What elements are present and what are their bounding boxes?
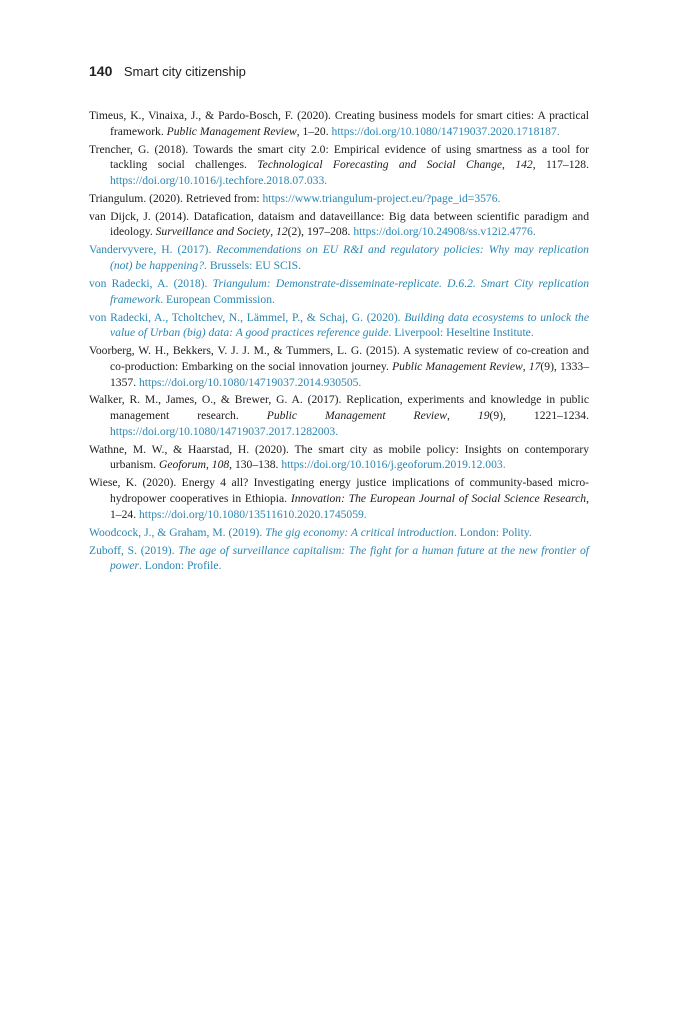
page-number: 140 — [89, 63, 113, 79]
reference-authors: van Dijck, J. (2014). — [89, 209, 190, 223]
reference-source: Innovation: The European Journal of Social Science Research — [290, 492, 587, 506]
reference-details: (2), 197–208. — [287, 225, 351, 239]
reference-volume: 12 — [276, 225, 288, 239]
reference-title: Towards the smart city 2.0: Empirical evidence of using smartness as a tool for tackling social challenges. — [110, 142, 589, 172]
reference-authors: Walker, R. M., James, O., & Brewer, G. A. (2017). — [89, 393, 342, 407]
reference-entry-linked[interactable] — [89, 543, 589, 574]
reference-details: (9), 1221–1234. — [489, 409, 590, 423]
reference-details: (9), 1333–1357. — [110, 359, 589, 389]
running-title: Smart city citizenship — [123, 64, 246, 79]
reference-authors: Woodcock, J., & Graham, M. (2019). — [89, 525, 263, 539]
reference-source: Technological Forecasting and Social Change — [257, 158, 503, 172]
reference-doi-link[interactable]: https://doi.org/10.1016/j.geoforum.2019.12.003. — [281, 458, 506, 472]
reference-title: Recommendations on EU R&I and regulatory policies: Why may replication (not) be happening? — [110, 243, 589, 273]
reference-details: , 1–24. — [110, 492, 589, 521]
reference-publisher: . Brussels: EU SCIS. — [204, 259, 301, 273]
reference-title: Retrieved from: — [185, 191, 260, 205]
reference-authors: von Radecki, A. (2018). — [89, 276, 208, 290]
reference-authors: Vandervyvere, H. (2017). — [89, 243, 212, 257]
reference-authors: Trencher, G. (2018). — [89, 142, 189, 156]
reference-entry-linked[interactable] — [89, 525, 589, 541]
reference-title: The age of surveillance capitalism: The fight for a human future at the new frontier of power — [110, 543, 589, 573]
reference-publisher: . Liverpool: Heseltine Institute. — [388, 326, 534, 340]
reference-volume: 108 — [211, 458, 230, 472]
reference-url-link[interactable]: https://www.triangulum-project.eu/?page_id=3576. — [262, 191, 501, 205]
reference-source: Geoforum — [158, 458, 206, 472]
reference-entry: Trencher, G. (2018). Towards the smart city 2.0: Empirical evidence of using smartness as a tool for tackling social challenges. Technological Forecasting and Social Change, 142, 117–128. https://doi.org/10.1016/j.techfore.2018.07.033. — [89, 142, 589, 187]
reference-title: Datafication, dataism and dataveillance: Big data between scientific paradigm and ideology. — [110, 209, 590, 239]
reference-entry: Walker, R. M., James, O., & Brewer, G. A. (2017). Replication, experiments and knowledge in public management research. Public Management Review, 19(9), 1221–1234. https://doi.org/10.1080/14719037.2017.1282003. — [89, 393, 590, 438]
reference-doi-link[interactable]: https://doi.org/10.1080/13511610.2020.1745059. — [139, 507, 367, 521]
reference-publisher: . London: Polity. — [453, 525, 532, 539]
reference-title: The smart city as mobile policy: Insights on contemporary urbanism. — [110, 442, 589, 472]
reference-title: Energy 4 all? Investigating energy justice implications of community-based micro-hydropower cooperatives in Ethiopia. — [110, 476, 590, 506]
reference-details: , 117–128. — [532, 158, 589, 172]
reference-authors: Voorberg, W. H., Bekkers, V. J. J. M., & Tummers, L. G. (2015). — [89, 344, 400, 358]
reference-authors: Timeus, K., Vinaixa, J., & Pardo-Bosch, F. (2020). — [89, 109, 331, 122]
reference-volume: 17 — [528, 359, 541, 373]
reference-authors: Triangulum. (2020). — [89, 191, 183, 205]
reference-source: Public Management Review — [166, 124, 297, 138]
reference-entry-linked[interactable] — [89, 310, 589, 341]
reference-title: Building data ecosystems to unlock the value of Urban (big) data: A good practices reference guide — [110, 310, 589, 340]
reference-doi-link[interactable]: https://doi.org/10.1080/14719037.2017.1282003. — [110, 424, 339, 438]
reference-title: Creating business models for smart cities: A practical framework. — [110, 109, 589, 138]
reference-title: Replication, experiments and knowledge in public management research. — [110, 393, 590, 423]
reference-authors: von Radecki, A., Tcholtchev, N., Lämmel, P., & Schaj, G. (2020). — [89, 310, 401, 324]
reference-entry — [89, 191, 589, 207]
reference-entry — [89, 475, 589, 522]
reference-publisher: . London: Profile. — [138, 559, 222, 573]
reference-title: Triangulum: Demonstrate-disseminate-replicate. D.6.2. Smart City replication framework — [110, 276, 589, 306]
reference-entry-linked[interactable] — [89, 242, 589, 273]
reference-source: Surveillance and Society — [155, 225, 271, 239]
reference-entry: van Dijck, J. (2014). Datafication, dataism and dataveillance: Big data between scientific paradigm and ideology. Surveillance and Society, 12(2), 197–208. https://doi.org/10.24908/ss.v12i2.4776. — [89, 209, 590, 239]
reference-volume: 142 — [515, 158, 533, 172]
reference-authors: Wiese, K. (2020). — [89, 476, 177, 490]
reference-authors: Wathne, M. W., & Haarstad, H. (2020). — [89, 442, 289, 456]
reference-list — [89, 108, 589, 576]
reference-authors: Zuboff, S. (2019). — [89, 543, 175, 557]
reference-title: A systematic review of co-creation and co-production: Embarking on the social innovation journey. — [110, 344, 589, 373]
reference-entry: Wathne, M. W., & Haarstad, H. (2020). The smart city as mobile policy: Insights on contemporary urbanism. Geoforum, 108, 130–138. https://doi.org/10.1016/j.geoforum.2019.12.003. — [89, 442, 589, 472]
running-header — [89, 63, 246, 81]
reference-entry-linked[interactable] — [89, 276, 589, 307]
reference-doi-link[interactable]: https://doi.org/10.1016/j.techfore.2018.07.033. — [110, 174, 328, 187]
reference-entry — [89, 108, 589, 139]
reference-source: Public Management Review — [392, 359, 523, 373]
reference-volume: 19 — [477, 409, 490, 423]
reference-details: , 130–138. — [229, 458, 279, 472]
reference-doi-link[interactable]: https://doi.org/10.1080/14719037.2020.1718187. — [331, 124, 560, 138]
reference-doi-link[interactable]: https://doi.org/10.24908/ss.v12i2.4776. — [353, 225, 536, 239]
reference-publisher: . European Commission. — [160, 292, 275, 306]
reference-entry: Voorberg, W. H., Bekkers, V. J. J. M., & Tummers, L. G. (2015). A systematic review of co-creation and co-production: Embarking on the social innovation journey. Public Management Review, 17(9), 1333–1357. https://doi.org/10.1080/14719037.2014.930505. — [89, 344, 589, 389]
reference-details: , 1–20. — [296, 124, 329, 138]
reference-source: Public Management Review — [266, 409, 448, 423]
reference-doi-link[interactable]: https://doi.org/10.1080/14719037.2014.930505. — [139, 375, 362, 389]
reference-title: The gig economy: A critical introduction — [265, 525, 454, 539]
